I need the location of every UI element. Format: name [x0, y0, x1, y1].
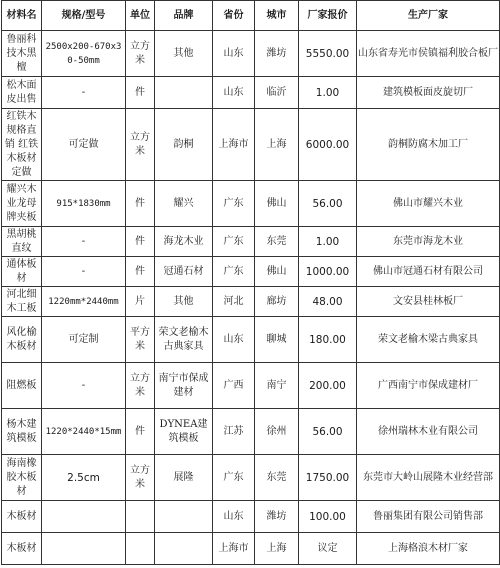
cell-name: 通体板材 [2, 257, 42, 287]
cell-spec: 2.5cm [42, 455, 126, 501]
cell-name: 杨木建筑模板 [2, 409, 42, 455]
cell-province: 广东 [213, 257, 255, 287]
cell-unit: 平方米 [126, 317, 155, 363]
cell-city: 东莞 [255, 227, 299, 257]
cell-maker: 东莞市海龙木业 [357, 227, 500, 257]
cell-spec: - [42, 227, 126, 257]
table-row [2, 31, 500, 77]
cell-name: 松木面皮出售 [2, 77, 42, 109]
cell-maker: 东莞市大岭山展隆木业经营部 [357, 455, 500, 501]
cell-brand: 海龙木业 [155, 227, 213, 257]
cell-maker: 佛山市耀兴木业 [357, 181, 500, 227]
cell-spec: 可定制 [42, 317, 126, 363]
cell-price: 1000.00 [299, 257, 357, 287]
cell-city: 临沂 [255, 77, 299, 109]
cell-province: 河北 [213, 287, 255, 317]
cell-brand [155, 533, 213, 565]
cell-maker: 山东省寿光市侯镇福利胶合板厂 [357, 31, 500, 77]
cell-province: 山东 [213, 77, 255, 109]
cell-unit: 件 [126, 181, 155, 227]
cell-city: 徐州 [255, 409, 299, 455]
cell-unit: 件 [126, 77, 155, 109]
cell-province: 广东 [213, 181, 255, 227]
cell-brand: 冠通石材 [155, 257, 213, 287]
cell-spec: 2500x200-670x30-50mm [42, 31, 126, 77]
cell-maker: 广西南宁市保成建材厂 [357, 363, 500, 409]
cell-brand [155, 77, 213, 109]
cell-brand: 其他 [155, 31, 213, 77]
cell-name: 海南橡胶木板材 [2, 455, 42, 501]
cell-maker: 徐州瑞林木业有限公司 [357, 409, 500, 455]
cell-spec: - [42, 257, 126, 287]
table-header-row [2, 1, 500, 31]
cell-unit [126, 533, 155, 565]
cell-price: 5550.00 [299, 31, 357, 77]
cell-maker: 上海格浪木材厂家 [357, 533, 500, 565]
table-row [2, 409, 500, 455]
cell-maker: 建筑模板面皮旋切厂 [357, 77, 500, 109]
cell-brand: 荣文老榆木古典家具 [155, 317, 213, 363]
table-row [2, 77, 500, 109]
cell-province: 江苏 [213, 409, 255, 455]
header-maker: 生产厂家 [357, 1, 500, 31]
cell-price: 56.00 [299, 181, 357, 227]
cell-price: 200.00 [299, 363, 357, 409]
cell-city: 上海 [255, 109, 299, 181]
cell-city: 东莞 [255, 455, 299, 501]
cell-spec: - [42, 363, 126, 409]
cell-price: 1.00 [299, 227, 357, 257]
header-spec: 规格/型号 [42, 1, 126, 31]
cell-unit: 立方米 [126, 455, 155, 501]
cell-name: 耀兴木业龙母牌夹板 [2, 181, 42, 227]
cell-price: 1750.00 [299, 455, 357, 501]
cell-price: 100.00 [299, 501, 357, 533]
cell-city: 聊城 [255, 317, 299, 363]
cell-brand: 耀兴 [155, 181, 213, 227]
cell-brand: DYNEA建筑模板 [155, 409, 213, 455]
cell-maker: 佛山市冠通石材有限公司 [357, 257, 500, 287]
cell-city: 潍坊 [255, 31, 299, 77]
cell-brand: 其他 [155, 287, 213, 317]
cell-name: 鲁丽科技木黑檀 [2, 31, 42, 77]
cell-province: 上海市 [213, 533, 255, 565]
cell-price: 1.00 [299, 77, 357, 109]
cell-name: 阻燃板 [2, 363, 42, 409]
table-row [2, 363, 500, 409]
cell-city: 潍坊 [255, 501, 299, 533]
cell-price: 6000.00 [299, 109, 357, 181]
table-row [2, 227, 500, 257]
cell-city: 佛山 [255, 181, 299, 227]
cell-unit: 件 [126, 257, 155, 287]
cell-spec: 可定做 [42, 109, 126, 181]
cell-province: 广东 [213, 227, 255, 257]
cell-name: 木板材 [2, 533, 42, 565]
table-row [2, 317, 500, 363]
cell-spec: - [42, 77, 126, 109]
price-table [1, 0, 500, 565]
header-price: 厂家报价 [299, 1, 357, 31]
cell-province: 广西 [213, 363, 255, 409]
cell-spec: 1220*2440*15mm [42, 409, 126, 455]
cell-brand: 展隆 [155, 455, 213, 501]
cell-price: 48.00 [299, 287, 357, 317]
cell-city: 廊坊 [255, 287, 299, 317]
cell-unit [126, 501, 155, 533]
cell-brand: 韵桐 [155, 109, 213, 181]
cell-price: 议定 [299, 533, 357, 565]
cell-maker: 鲁丽集团有限公司销售部 [357, 501, 500, 533]
cell-name: 红铁木规格直销 红铁木板材定做 [2, 109, 42, 181]
cell-name: 河北细木工板 [2, 287, 42, 317]
cell-province: 山东 [213, 317, 255, 363]
cell-unit: 立方米 [126, 363, 155, 409]
header-province: 省份 [213, 1, 255, 31]
cell-spec [42, 501, 126, 533]
table-row [2, 455, 500, 501]
cell-city: 佛山 [255, 257, 299, 287]
cell-unit: 件 [126, 227, 155, 257]
cell-brand: 南宁市保成建材 [155, 363, 213, 409]
cell-name: 黑胡桃直纹 [2, 227, 42, 257]
table-row [2, 109, 500, 181]
cell-unit: 立方米 [126, 31, 155, 77]
cell-city: 南宁 [255, 363, 299, 409]
header-brand: 品牌 [155, 1, 213, 31]
cell-price: 56.00 [299, 409, 357, 455]
table-row [2, 287, 500, 317]
cell-spec: 1220mm*2440mm [42, 287, 126, 317]
cell-maker: 韵桐防腐木加工厂 [357, 109, 500, 181]
cell-province: 山东 [213, 501, 255, 533]
cell-name: 木板材 [2, 501, 42, 533]
cell-brand [155, 501, 213, 533]
header-name: 材料名 [2, 1, 42, 31]
cell-name: 风化榆木板材 [2, 317, 42, 363]
cell-spec: 915*1830mm [42, 181, 126, 227]
table-row [2, 257, 500, 287]
cell-unit: 立方米 [126, 109, 155, 181]
cell-province: 上海市 [213, 109, 255, 181]
cell-price: 180.00 [299, 317, 357, 363]
table-row [2, 533, 500, 565]
cell-maker: 文安县桂林板厂 [357, 287, 500, 317]
table-row [2, 501, 500, 533]
cell-province: 山东 [213, 31, 255, 77]
cell-unit: 片 [126, 287, 155, 317]
cell-province: 广东 [213, 455, 255, 501]
cell-city: 上海 [255, 533, 299, 565]
cell-spec [42, 533, 126, 565]
table-row [2, 181, 500, 227]
header-city: 城市 [255, 1, 299, 31]
header-unit: 单位 [126, 1, 155, 31]
cell-unit: 件 [126, 409, 155, 455]
cell-maker: 荣文老榆木梁古典家具 [357, 317, 500, 363]
